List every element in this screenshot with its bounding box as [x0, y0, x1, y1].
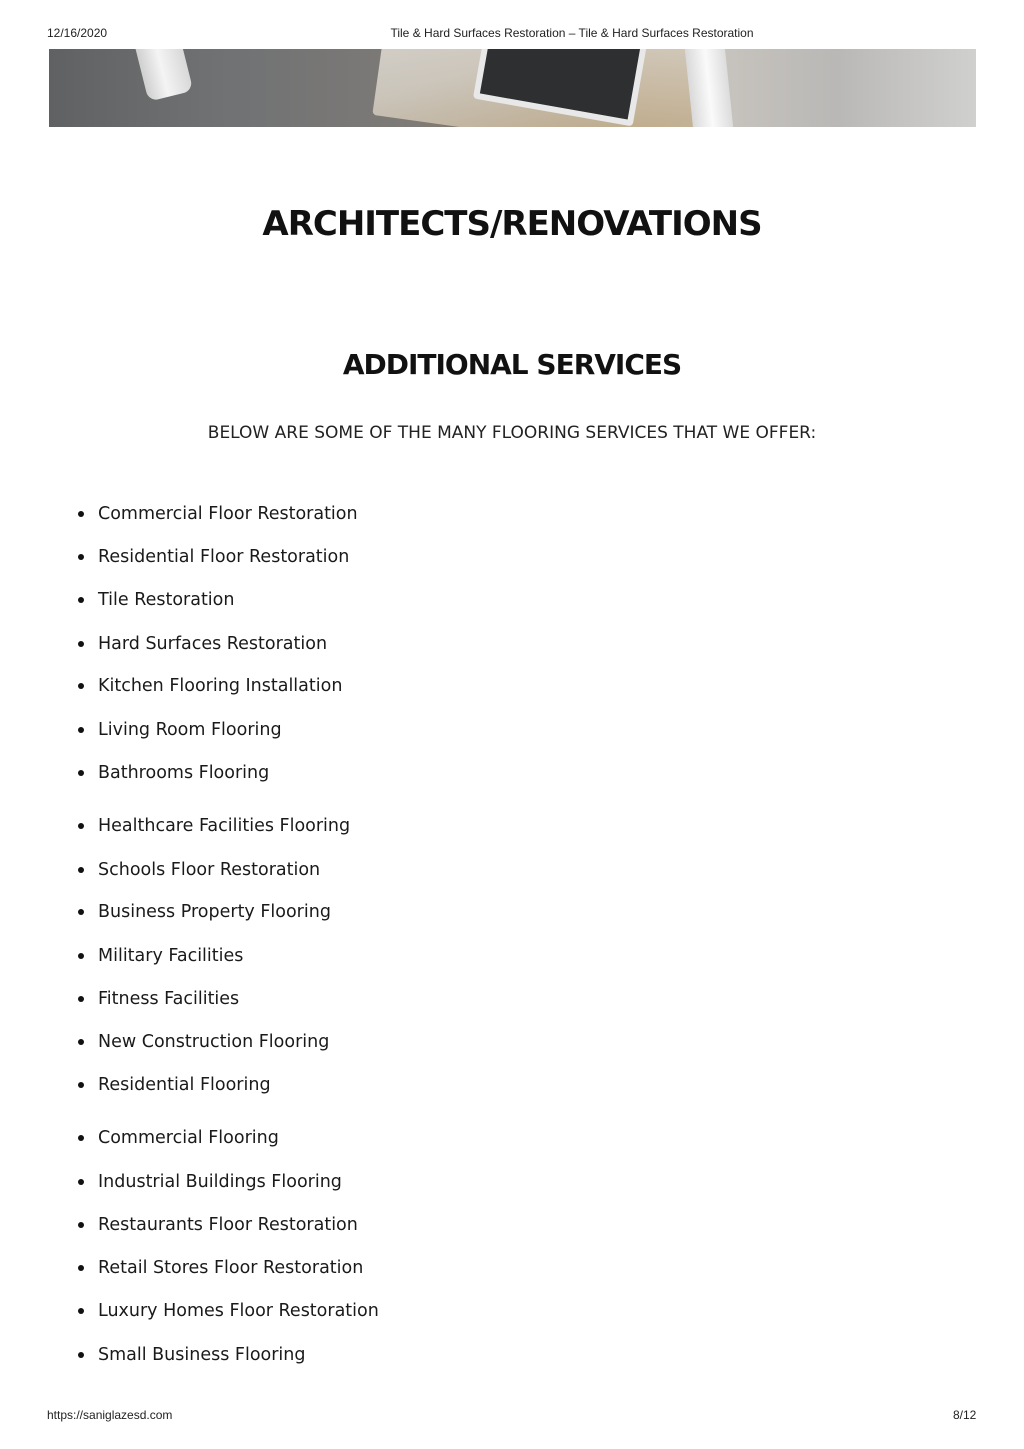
list-item: Living Room Flooring: [98, 716, 282, 744]
list-item: Healthcare Facilities Flooring: [98, 812, 350, 840]
list-item: Kitchen Flooring Installation: [98, 672, 342, 700]
blueprint-roll-shape: [684, 49, 733, 127]
list-item: Retail Stores Floor Restoration: [98, 1254, 363, 1282]
list-item: Luxury Homes Floor Restoration: [98, 1297, 379, 1325]
list-item: Fitness Facilities: [98, 985, 239, 1013]
list-item: Bathrooms Flooring: [98, 759, 269, 787]
print-url[interactable]: https://saniglazesd.com: [47, 1408, 173, 1422]
print-header: [0, 26, 1024, 42]
section-subtitle: BELOW ARE SOME OF THE MANY FLOORING SERVICES THAT WE OFFER:: [207, 423, 817, 443]
paper-roll-shape: [135, 49, 194, 102]
list-item: Tile Restoration: [98, 586, 234, 614]
page-title: ARCHITECTS/RENOVATIONS: [262, 204, 762, 244]
list-item: Industrial Buildings Flooring: [98, 1168, 342, 1196]
list-item: New Construction Flooring: [98, 1028, 329, 1056]
list-item: Residential Floor Restoration: [98, 543, 349, 571]
hero-banner-image: [49, 49, 976, 127]
list-item: Hard Surfaces Restoration: [98, 630, 327, 658]
list-item: Commercial Floor Restoration: [98, 500, 358, 528]
list-item: Military Facilities: [98, 942, 243, 970]
list-item: Small Business Flooring: [98, 1341, 306, 1369]
list-item: Residential Flooring: [98, 1071, 271, 1099]
page-number: 8/12: [953, 1408, 977, 1422]
print-date: 12/16/2020: [47, 26, 108, 40]
print-page-title: Tile & Hard Surfaces Restoration – Tile & Hard Surfaces Restoration: [390, 26, 754, 40]
list-item: Schools Floor Restoration: [98, 856, 320, 884]
list-item: Commercial Flooring: [98, 1124, 279, 1152]
list-item: Business Property Flooring: [98, 898, 331, 926]
section-title: ADDITIONAL SERVICES: [342, 348, 682, 381]
list-item: Restaurants Floor Restoration: [98, 1211, 358, 1239]
